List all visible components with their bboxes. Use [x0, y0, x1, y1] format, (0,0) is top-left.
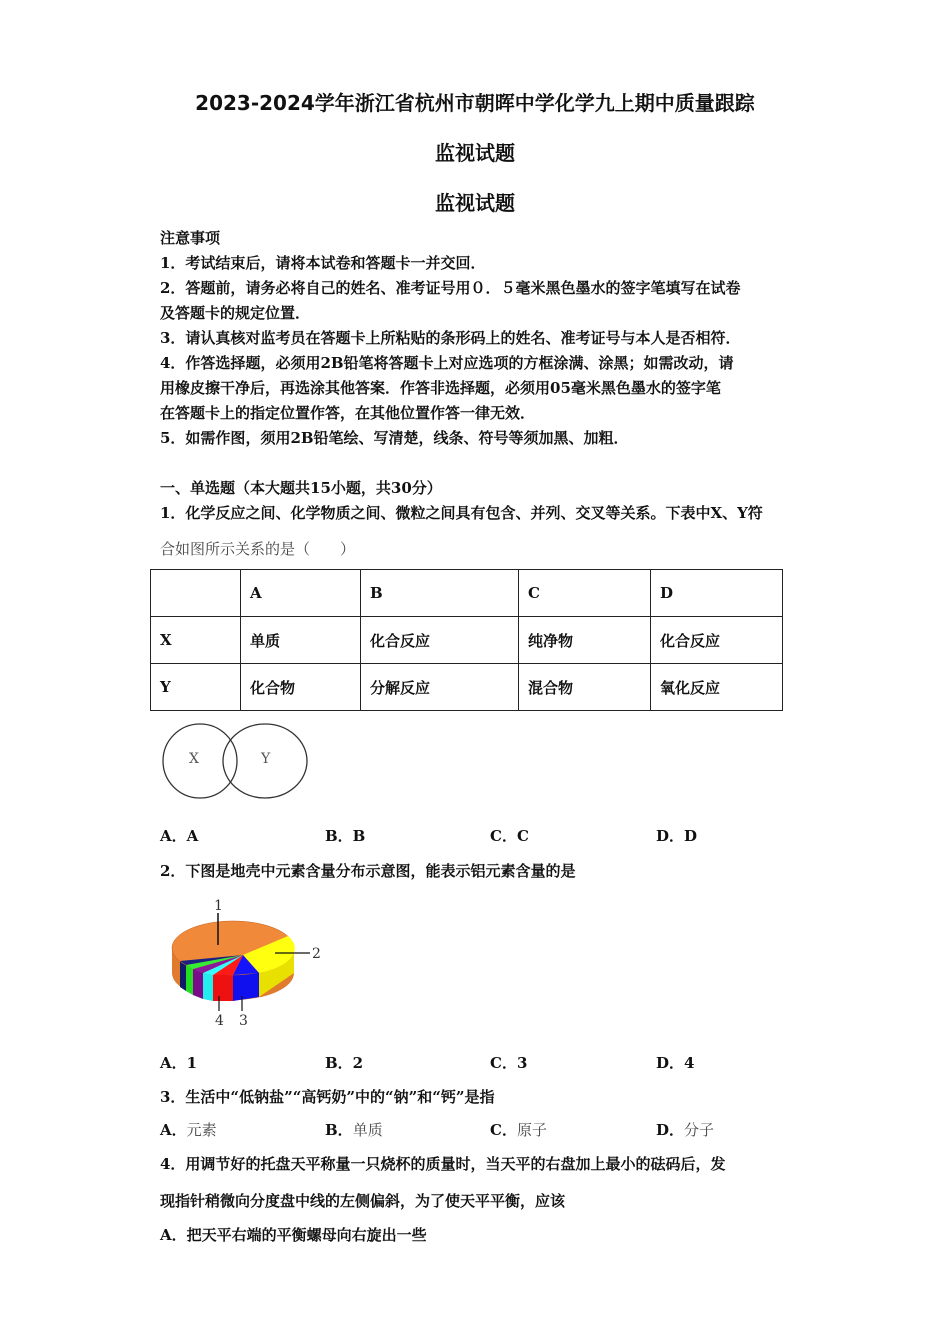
title-line-1: 2023-2024学年浙江省杭州市朝晖中学化学九上期中质量跟踪 [195, 91, 755, 115]
table-cell: 化合物 [241, 664, 361, 711]
table-cell: B [361, 570, 519, 617]
notice-item: 5．如需作图，须用2B铅笔绘、写清楚，线条、符号等须加黑、加粗． [160, 429, 629, 447]
q2-option-a[interactable]: A．1 [160, 1054, 198, 1072]
table-row [151, 617, 783, 664]
table-header-row [151, 570, 783, 617]
option-text: 原子 [516, 1121, 547, 1139]
q1-option-b[interactable]: B．B [325, 827, 366, 845]
notice-item: 在答题卡上的指定位置作答，在其他位置作答一律无效． [160, 404, 536, 422]
q1-text-cont: 合如图所示关系的是（ ） [160, 540, 356, 558]
q1-option-a[interactable]: A．A [160, 827, 199, 845]
table-cell: 分解反应 [361, 664, 519, 711]
pie-chart-figure [160, 893, 330, 1033]
option-text: 单质 [352, 1121, 383, 1139]
notice-item: 用橡皮擦干净后，再选涂其他答案．作答非选择题，必须用05毫米黑色墨水的签字笔 [160, 379, 721, 397]
q1-option-c[interactable]: C．C [490, 827, 529, 845]
q4-text: 4．用调节好的托盘天平称量一只烧杯的质量时，当天平的右盘加上最小的砝码后，发 [160, 1155, 726, 1173]
option-letter: B． [325, 1121, 353, 1139]
table-cell: 氧化反应 [651, 664, 783, 711]
q3-text: 3．生活中“低钠盐”“高钙奶”中的“钠”和“钙”是指 [160, 1088, 495, 1106]
notice-item: 4．作答选择题，必须用2B铅笔将答题卡上对应选项的方框涂满、涂黑；如需改动，请 [160, 354, 734, 372]
q2-option-d[interactable]: D．4 [656, 1054, 695, 1072]
notice-item: 2．答题前，请务必将自己的姓名、准考证号用０．５毫米黑色墨水的签字笔填写在试卷 [160, 279, 741, 297]
venn-label-x: X [189, 751, 199, 767]
q2-option-c[interactable]: C．3 [490, 1054, 528, 1072]
notice-item: 1．考试结束后，请将本试卷和答题卡一并交回． [160, 254, 486, 272]
table-cell: D [651, 570, 783, 617]
table-cell: 化合反应 [651, 617, 783, 664]
table-cell: C [519, 570, 651, 617]
q3-option-a[interactable] [160, 1119, 217, 1140]
pie-label-2: 2 [312, 946, 321, 962]
q4-option-a[interactable]: A．把天平右端的平衡螺母向右旋出一些 [160, 1226, 427, 1244]
q4-text-cont: 现指针稍微向分度盘中线的左侧偏斜，为了使天平平衡，应该 [160, 1192, 566, 1210]
q1-table [150, 569, 783, 711]
table-cell: A [241, 570, 361, 617]
title-line-3: 监视试题 [435, 191, 515, 215]
venn-label-y: Y [261, 751, 271, 767]
table-cell: 混合物 [519, 664, 651, 711]
notice-item: 及答题卡的规定位置． [160, 304, 311, 322]
pie-label-4: 4 [215, 1013, 224, 1029]
option-letter: A． [160, 1121, 187, 1139]
table-cell: 单质 [241, 617, 361, 664]
notice-heading: 注意事项 [160, 229, 221, 247]
q1-text: 1．化学反应之间、化学物质之间、微粒之间具有包含、并列、交叉等关系。下表中X、Y符 [160, 504, 763, 522]
table-cell: 纯净物 [519, 617, 651, 664]
section-heading: 一、单选题（本大题共15小题，共30分） [160, 479, 442, 497]
q2-option-b[interactable]: B．2 [325, 1054, 364, 1072]
title-line-2: 监视试题 [435, 141, 515, 165]
option-text: 元素 [186, 1121, 217, 1139]
q3-option-c[interactable] [490, 1119, 547, 1140]
pie-label-3: 3 [239, 1013, 248, 1029]
table-cell: Y [151, 664, 241, 711]
q3-option-d[interactable] [656, 1119, 714, 1140]
table-row [151, 664, 783, 711]
q2-text: 2．下图是地壳中元素含量分布示意图，能表示铝元素含量的是 [160, 862, 576, 880]
notice-item: 3．请认真核对监考员在答题卡上所粘贴的条形码上的姓名、准考证号与本人是否相符． [160, 329, 741, 347]
table-cell: 化合反应 [361, 617, 519, 664]
option-text: 分子 [684, 1121, 715, 1139]
table-cell: X [151, 617, 241, 664]
pie-label-1: 1 [214, 898, 223, 914]
venn-diagram [160, 722, 310, 802]
option-letter: D． [656, 1121, 685, 1139]
q3-option-b[interactable] [325, 1119, 383, 1140]
q1-option-d[interactable]: D．D [656, 827, 698, 845]
option-letter: C． [490, 1121, 517, 1139]
table-cell [151, 570, 241, 617]
